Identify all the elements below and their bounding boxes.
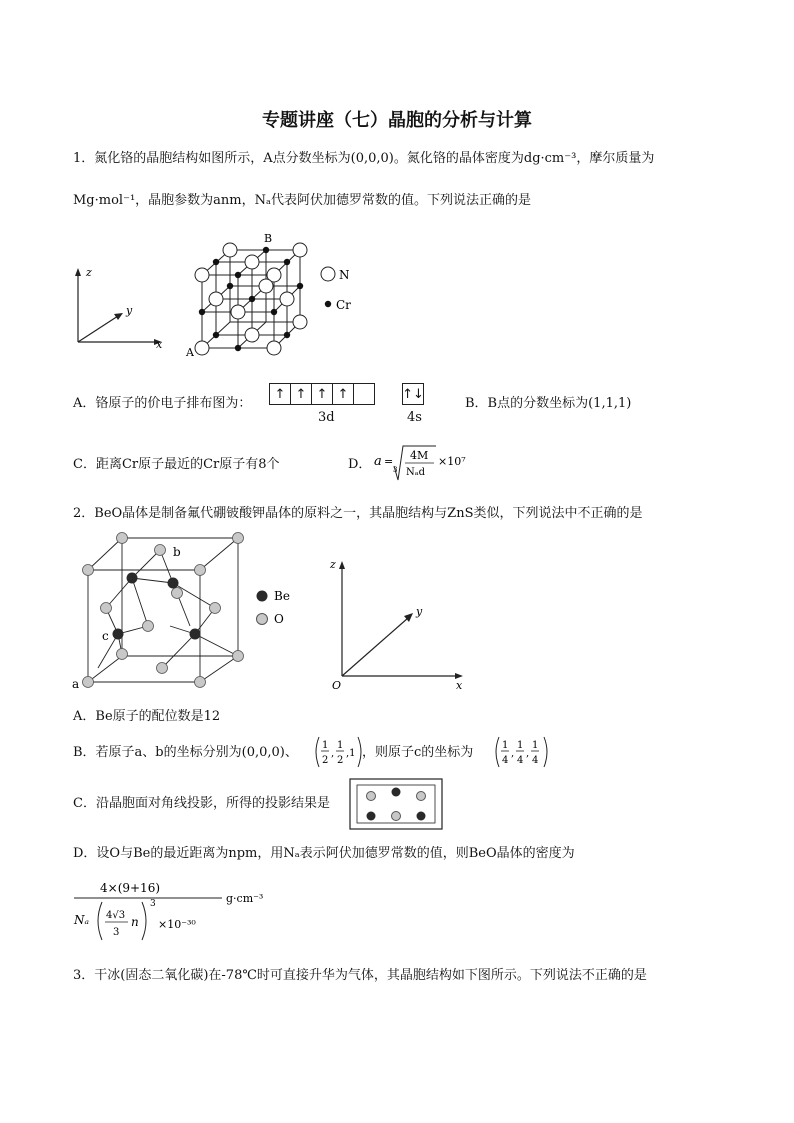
n-atom — [245, 255, 259, 269]
svg-text:1: 1 — [532, 740, 539, 751]
q2-legend — [254, 586, 304, 632]
q1-label-B: B — [264, 232, 273, 245]
orbital-3d-boxes — [270, 383, 375, 405]
q1-axis-x: x — [156, 338, 163, 351]
q2-axis-y: y — [416, 605, 423, 618]
cr-atom — [297, 283, 303, 289]
svg-text:4: 4 — [502, 755, 509, 766]
q2-axes-diagram — [328, 556, 478, 691]
o-atom — [195, 677, 206, 688]
orbital-box: ↑ — [311, 383, 333, 405]
q1-option-d-formula — [372, 442, 482, 486]
svg-text:4: 4 — [517, 755, 524, 766]
o-atom — [233, 533, 244, 544]
svg-text:×10⁷: ×10⁷ — [438, 455, 466, 468]
cr-atom — [284, 259, 290, 265]
q2-label-b: b — [173, 545, 181, 559]
o-atom — [117, 533, 128, 544]
n-atom — [267, 341, 281, 355]
o-atom — [155, 545, 166, 556]
q1-stem-line2: Mg·mol⁻¹，晶胞参数为anm，Nₐ代表阿伏加德罗常数的值。下列说法正确的是 — [73, 193, 531, 208]
svg-text:,: , — [511, 748, 515, 759]
q1-option-b: B．B点的分数坐标为(1,1,1) — [465, 396, 632, 411]
svg-text:1: 1 — [337, 740, 344, 751]
svg-text:3: 3 — [150, 899, 156, 909]
n-atom — [195, 341, 209, 355]
q1-stem-line1: 1．氮化铬的晶胞结构如图所示，A点分数坐标为(0,0,0)。氮化铬的晶体密度为dg·cm⁻³，摩尔质量为 — [73, 151, 655, 166]
o-atom — [117, 649, 128, 660]
svg-text:1: 1 — [502, 740, 509, 751]
n-atom — [231, 305, 245, 319]
q2-option-c: C．沿晶胞面对角线投影，所得的投影结果是 — [73, 796, 330, 811]
n-atom — [259, 279, 273, 293]
q2-label-c: c — [102, 629, 109, 643]
o-atom — [101, 603, 112, 614]
n-atom — [293, 315, 307, 329]
svg-text:1: 1 — [517, 740, 524, 751]
cr-atom — [235, 345, 241, 351]
svg-text:2: 2 — [322, 755, 329, 766]
svg-text:(1/2,1/2,1): (1/2,1/2,1) — [314, 734, 320, 735]
svg-text:1: 1 — [322, 740, 329, 751]
q1-axis-z: z — [86, 266, 92, 279]
legend-cr-label: Cr — [336, 298, 351, 312]
svg-text:Nₐ: Nₐ — [74, 913, 90, 927]
svg-text:,: , — [526, 748, 530, 759]
svg-text:3: 3 — [113, 927, 120, 938]
q1-axes-diagram — [70, 262, 180, 352]
o-atom — [210, 603, 221, 614]
q2-label-a: a — [72, 677, 80, 691]
o-atom — [83, 677, 94, 688]
svg-text:,1: ,1 — [346, 748, 356, 759]
svg-text:2: 2 — [337, 755, 344, 766]
q2-option-d: D．设O与Be的最近距离为npm，用Nₐ表示阿伏加德罗常数的值，则BeO晶体的密度为 — [73, 846, 575, 861]
q2-option-b-prefix: B．若原子a、b的坐标分别为(0,0,0)、 — [73, 745, 298, 760]
svg-text:a: a — [374, 454, 382, 469]
orbital-4s-box — [403, 383, 424, 405]
q3-stem: 3．干冰(固态二氧化碳)在-78℃时可直接升华为气体，其晶胞结构如下图所示。下列说法不正确的是 — [73, 968, 647, 983]
cr-atom — [213, 259, 219, 265]
q1-crystal-cell — [180, 230, 320, 360]
q2-axis-origin: O — [332, 679, 342, 692]
n-atom — [245, 328, 259, 342]
o-atom — [157, 663, 168, 674]
n-atom — [223, 243, 237, 257]
orbital-box: ↑↓ — [402, 383, 424, 405]
n-atom — [280, 292, 294, 306]
q2-option-d-formula — [72, 876, 272, 946]
svg-text:4M: 4M — [410, 449, 429, 462]
cr-atom — [249, 296, 255, 302]
q2-projection-diagram — [349, 778, 445, 832]
q1-option-d-prefix: D． — [348, 457, 372, 472]
legend-o-label: O — [274, 612, 284, 626]
svg-text:4: 4 — [532, 755, 539, 766]
q2-axis-x: x — [456, 679, 463, 692]
svg-text:3: 3 — [393, 466, 398, 474]
legend-be-label: Be — [274, 589, 290, 603]
q2-option-b-coord-c — [494, 734, 564, 770]
orbital-3d-label: 3d — [318, 410, 335, 425]
orbital-box: ↑ — [290, 383, 312, 405]
svg-text:Nₐd: Nₐd — [406, 467, 426, 478]
be-atom — [113, 629, 124, 640]
be-atom — [168, 578, 179, 589]
svg-text:×10⁻³⁰: ×10⁻³⁰ — [158, 918, 196, 931]
q1-axis-y: y — [126, 304, 133, 317]
q1-option-a: A．铬原子的价电子排布图为： — [73, 396, 252, 411]
n-atom — [293, 243, 307, 257]
svg-text:,: , — [331, 748, 335, 759]
n-atom — [195, 268, 209, 282]
cr-atom — [213, 332, 219, 338]
q2-option-b-mid: ，则原子c的坐标为 — [362, 745, 474, 760]
q1-option-c: C．距离Cr原子最近的Cr原子有8个 — [73, 457, 280, 472]
cr-atom — [227, 283, 233, 289]
q2-stem: 2．BeO晶体是制备氟代硼铍酸钾晶体的原料之一，其晶胞结构与ZnS类似，下列说法中不正确的是 — [73, 506, 643, 521]
cr-atom — [235, 272, 241, 278]
svg-text:g·cm⁻³: g·cm⁻³ — [226, 892, 264, 905]
q1-legend — [318, 264, 368, 314]
o-atom — [83, 565, 94, 576]
be-atom — [190, 629, 201, 640]
svg-text:n: n — [131, 915, 139, 929]
n-atom — [209, 292, 223, 306]
q2-axis-z: z — [330, 558, 336, 571]
cr-atom — [199, 309, 205, 315]
o-atom — [195, 565, 206, 576]
be-atom — [127, 573, 138, 584]
svg-text:4×(9+16): 4×(9+16) — [100, 881, 161, 895]
cr-atom — [263, 247, 269, 253]
orbital-box — [353, 383, 375, 405]
svg-text:(1/4,1/4,1/4): (1/4,1/4,1/4) — [494, 734, 501, 735]
svg-text:=: = — [384, 455, 394, 468]
orbital-4s-label: 4s — [407, 410, 422, 425]
orbital-box: ↑ — [332, 383, 354, 405]
cr-atom — [284, 332, 290, 338]
o-atom — [233, 651, 244, 662]
q1-label-A: A — [186, 346, 194, 359]
legend-n-label: N — [339, 268, 350, 282]
o-atom — [143, 621, 154, 632]
q2-option-a: A．Be原子的配位数是12 — [73, 709, 221, 724]
orbital-box: ↑ — [269, 383, 291, 405]
cr-atom — [271, 309, 277, 315]
page-title: 专题讲座（七）晶胞的分析与计算 — [262, 110, 532, 131]
o-atom — [172, 588, 183, 599]
svg-text:4√3: 4√3 — [106, 910, 126, 921]
